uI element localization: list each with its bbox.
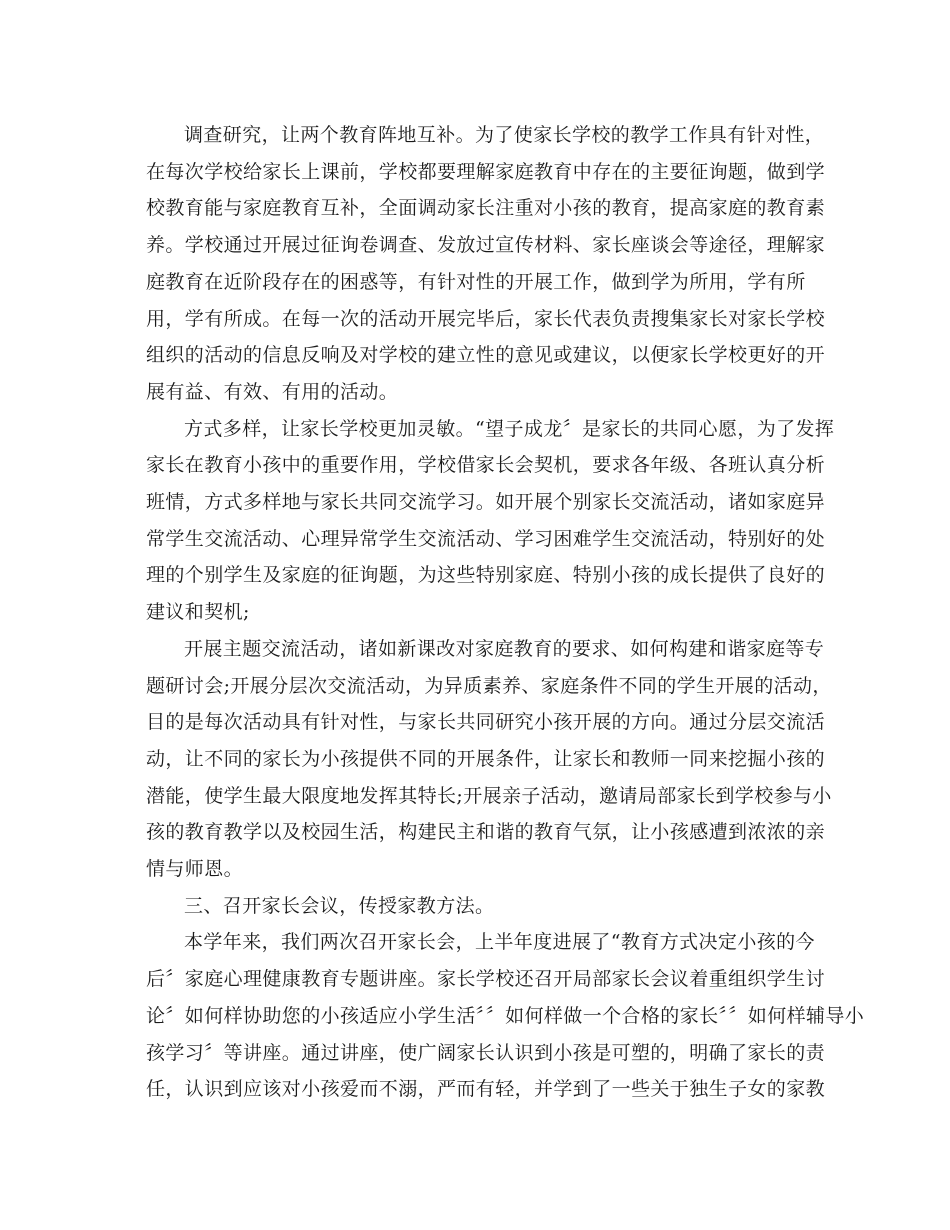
text-line: 潜能，使学生最大限度地发挥其特长;开展亲子活动，邀请局部家长到学校参与小 — [146, 784, 832, 807]
text-line: 动，让不同的家长为小孩提供不同的开展条件，让家长和教师一同来挖掘小孩的 — [146, 747, 826, 770]
text-line: 在每次学校给家长上课前，学校都要理解家庭教育中存在的主要征询题，做到学 — [146, 160, 826, 183]
text-line: 班情，方式多样地与家长共同交流学习。如开展个别家长交流活动，诸如家庭异 — [146, 491, 826, 514]
paragraph-survey-research — [146, 117, 826, 411]
text-line: 任，认识到应该对小孩爱而不溺，严而有轻，并学到了一些关于独生子女的家教 — [146, 1078, 826, 1101]
text-line: 调查研究，让两个教育阵地互补。为了使家长学校的教学工作具有针对性， — [184, 124, 825, 146]
text-line: 庭教育在近阶段存在的困惑等，有针对性的开展工作，做到学为所用，学有所 — [146, 270, 806, 293]
text-line: 理的个别学生及家庭的征询题，为这些特别家庭、特别小孩的成长提供了良好的 — [146, 564, 826, 587]
paragraph-themed-exchange — [146, 631, 832, 888]
text-line: 情与师恩。 — [146, 858, 244, 881]
document-body — [146, 117, 865, 1108]
text-line: 用，学有所成。在每一次的活动开展完毕后，家长代表负责搜集家长对家长学校 — [146, 307, 826, 330]
text-line: 后〞家庭心理健康教育专题讲座。家长学校还召开局部家长会议着重组织学生讨 — [146, 968, 826, 991]
text-line: 养。学校通过开展过征询卷调查、发放过宣传材料、家长座谈会等途径，理解家 — [146, 234, 826, 257]
text-line: 方式多样，让家长学校更加灵敏。“望子成龙〞是家长的共同心愿，为了发挥 — [184, 417, 835, 440]
text-line: 开展主题交流活动，诸如新课改对家庭教育的要求、如何构建和谐家庭等专 — [184, 637, 825, 660]
text-line: 题研讨会;开展分层次交流活动，为异质素养、家庭条件不同的学生开展的活动， — [146, 674, 832, 697]
text-line: 校教育能与家庭教育互补，全面调动家长注重对小孩的教育，提高家庭的教育素 — [146, 197, 826, 220]
text-line: 论〞如何样协助您的小孩适应小学生活〞〞如何样做一个合格的家长〞〞如何样辅导小 — [146, 1004, 865, 1027]
text-line: 本学年来，我们两次召开家长会，上半年度进展了“教育方式决定小孩的今 — [184, 931, 815, 954]
text-line: 孩学习〞等讲座。通过讲座，使广阔家长认识到小孩是可塑的，明确了家长的责 — [146, 1041, 826, 1064]
section-heading-parent-meetings — [146, 888, 806, 925]
text-line: 家长在教育小孩中的重要作用，学校借家长会契机，要求各年级、各班认真分析 — [146, 454, 826, 477]
text-line: 展有益、有效、有用的活动。 — [146, 380, 399, 403]
text-line: 孩的教育教学以及校园生活，构建民主和谐的教育气氛，让小孩感遭到浓浓的亲 — [146, 821, 826, 844]
text-line: 目的是每次活动具有针对性，与家长共同研究小孩开展的方向。通过分层交流活 — [146, 711, 826, 734]
paragraph-diverse-methods — [146, 411, 835, 631]
text-line: 建议和契机; — [146, 601, 250, 624]
text-line: 常学生交流活动、心理异常学生交流活动、学习困难学生交流活动，特别好的处 — [146, 527, 826, 550]
text-line: 组织的活动的信息反响及对学校的建立性的意见或建议，以便家长学校更好的开 — [146, 344, 826, 367]
text-line: 三、召开家长会议，传授家教方法。 — [184, 894, 495, 917]
paragraph-academic-year — [146, 924, 865, 1108]
